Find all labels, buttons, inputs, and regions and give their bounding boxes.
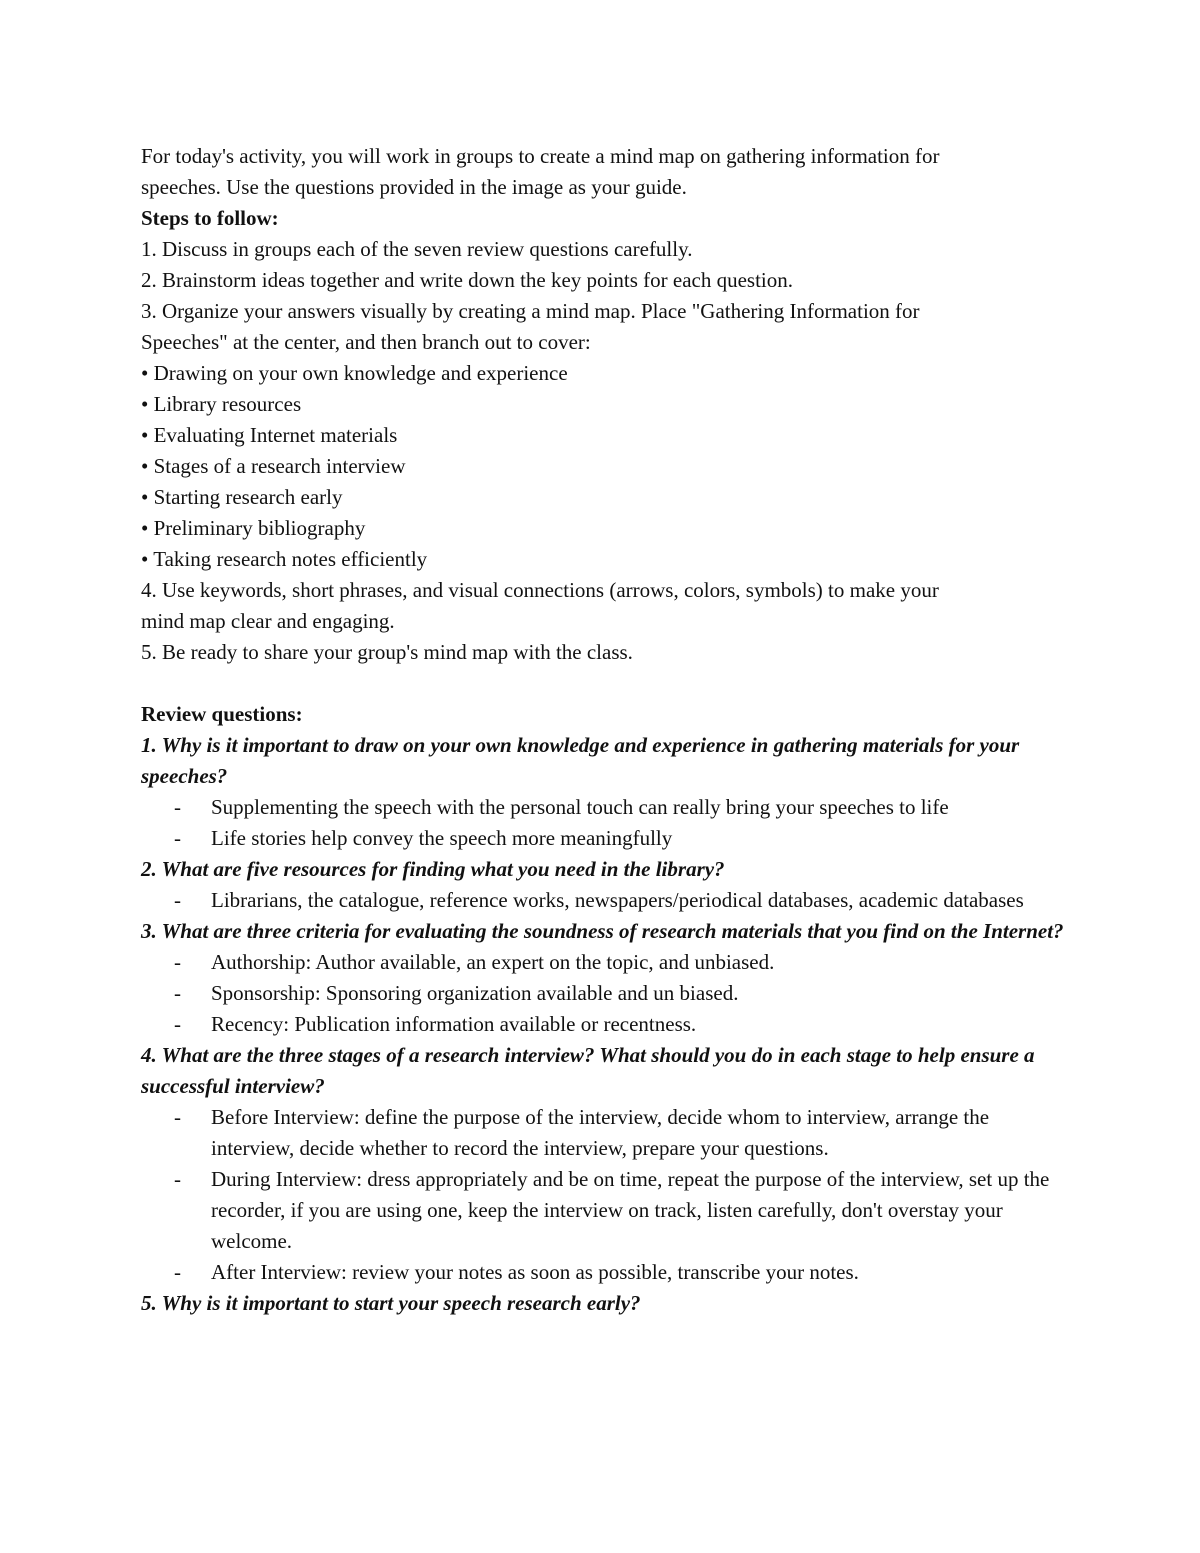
review-question-4: 4. What are the three stages of a research interview? What should you do in each stage to help ensure a successful interview? (141, 1043, 1035, 1098)
answer-text: After Interview: review your notes as soon as possible, transcribe your notes. (211, 1260, 859, 1284)
bullet-item: • Starting research early (141, 485, 343, 509)
answer-text: Before Interview: define the purpose of the interview, decide whom to interview, arrange the interview, decide whether to record the interview, prepare your questions. (211, 1105, 990, 1160)
step-3-line-1: 3. Organize your answers visually by creating a mind map. Place "Gathering Information for (141, 299, 920, 323)
intro-line-1: For today's activity, you will work in groups to create a mind map on gathering information for (141, 144, 940, 168)
answer-text: Life stories help convey the speech more meaningfully (211, 826, 673, 850)
review-question-2: 2. What are five resources for finding what you need in the library? (141, 857, 725, 881)
answer-text: Recency: Publication information available or recentness. (211, 1012, 697, 1036)
step-4-line-1: 4. Use keywords, short phrases, and visual connections (arrows, colors, symbols) to make your (141, 578, 939, 602)
answer-item (141, 885, 1071, 916)
review-question-3: 3. What are three criteria for evaluating the soundness of research materials that you find on the Internet? (141, 919, 1064, 943)
dash-marker: - (174, 1012, 181, 1036)
answer-item (141, 978, 1071, 1009)
answer-item (141, 1009, 1071, 1040)
dash-marker: - (174, 1105, 181, 1129)
answer-item (141, 1164, 1071, 1257)
intro-line-2: speeches. Use the questions provided in the image as your guide. (141, 175, 687, 199)
answer-item (141, 1102, 1071, 1164)
bullet-item: • Drawing on your own knowledge and experience (141, 361, 568, 385)
spacer (141, 668, 1100, 699)
dash-marker: - (174, 826, 181, 850)
answer-item (141, 947, 1071, 978)
answer-item (141, 792, 1071, 823)
steps-heading: Steps to follow: (141, 206, 279, 230)
step-4-line-2: mind map clear and engaging. (141, 609, 395, 633)
bullet-item: • Evaluating Internet materials (141, 423, 398, 447)
review-question-1: 1. Why is it important to draw on your own knowledge and experience in gathering materials for your speeches? (141, 733, 1020, 788)
step-2: 2. Brainstorm ideas together and write down the key points for each question. (141, 268, 794, 292)
answer-text: Supplementing the speech with the personal touch can really bring your speeches to life (211, 795, 949, 819)
answer-text: During Interview: dress appropriately and be on time, repeat the purpose of the interview, set up the recorder, if you are using one, keep the interview on track, listen carefully, don't overstay your welcome. (211, 1167, 1050, 1253)
dash-marker: - (174, 795, 181, 819)
step-3-line-2: Speeches" at the center, and then branch out to cover: (141, 330, 591, 354)
dash-marker: - (174, 1260, 181, 1284)
answer-item (141, 823, 1071, 854)
answer-item (141, 1257, 1071, 1288)
dash-marker: - (174, 888, 181, 912)
review-question-5: 5. Why is it important to start your speech research early? (141, 1291, 641, 1315)
bullet-item: • Library resources (141, 392, 302, 416)
step-1: 1. Discuss in groups each of the seven review questions carefully. (141, 237, 693, 261)
bullet-item: • Taking research notes efficiently (141, 547, 428, 571)
bullet-item: • Stages of a research interview (141, 454, 406, 478)
bullet-item: • Preliminary bibliography (141, 516, 366, 540)
step-5: 5. Be ready to share your group's mind map with the class. (141, 640, 633, 664)
review-heading: Review questions: (141, 702, 303, 726)
dash-marker: - (174, 950, 181, 974)
answer-text: Sponsorship: Sponsoring organization available and un biased. (211, 981, 739, 1005)
answer-text: Authorship: Author available, an expert on the topic, and unbiased. (211, 950, 775, 974)
dash-marker: - (174, 1167, 181, 1191)
answer-text: Librarians, the catalogue, reference works, newspapers/periodical databases, academic databases (211, 888, 1024, 912)
dash-marker: - (174, 981, 181, 1005)
